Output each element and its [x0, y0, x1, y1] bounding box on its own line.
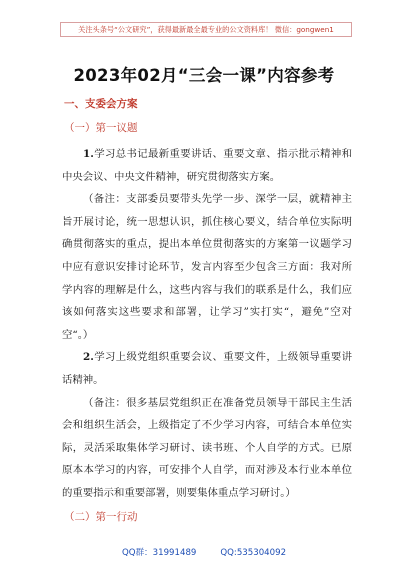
footer-qq: QQ:535304092 — [220, 548, 287, 558]
subsection-heading: （一）第一议题 — [64, 122, 138, 134]
document-body — [62, 96, 352, 532]
item-number: 1. — [83, 148, 94, 160]
section-heading: 一、支委会方案 — [64, 98, 138, 110]
footer-contact — [0, 546, 408, 558]
item-paragraph — [62, 346, 352, 391]
note-paragraph: （备注：支部委员要带头先学一步、深学一层，就精神主旨开展讨论，统一思想认识，抓住核心要义，结合单位实际明确贯彻落实的重点，提出本单位贯彻落实的方案第一议题学习中应有意识安排讨论环节，发言内容至少包含三方面：我对所学内容的理解是什么，这些内容与我们的联系是什么，我们应该如何落实这些要求和部署，让学习”实打实“，避免”空对空“。） — [62, 193, 352, 341]
item-number: 2. — [83, 351, 94, 364]
item-text: 学习总书记最新重要讲话、重要文章、指示批示精神和中央会议、中央文件精神，研究贯彻落实方案。 — [62, 148, 352, 183]
item-paragraph — [62, 143, 352, 188]
note-paragraph: （备注：很多基层党组织正在准备党员领导干部民主生活会和组织生活会，上级指定了不少学习内容，可结合本单位实际，灵活采取集体学习研讨、读书班、个人自学的方式。已原原本本学习的内容，可安排个人自学，而对涉及本行业本单位的重要指示和重要部署，则要集体重点学习研讨。） — [62, 396, 352, 499]
header-banner: 关注头条号“公文研究”，获得最新最全最专业的公文资料库！ 微信：gongwen1 — [60, 22, 352, 37]
subsection-heading: （二）第一行动 — [64, 510, 138, 523]
footer-qq-group: QQ群：31991489 — [121, 548, 197, 558]
item-text: 学习上级党组织重要会议、重要文件，上级领导重要讲话精神。 — [62, 351, 352, 386]
page-title: 2023年02月“三会一课”内容参考 — [73, 66, 335, 85]
